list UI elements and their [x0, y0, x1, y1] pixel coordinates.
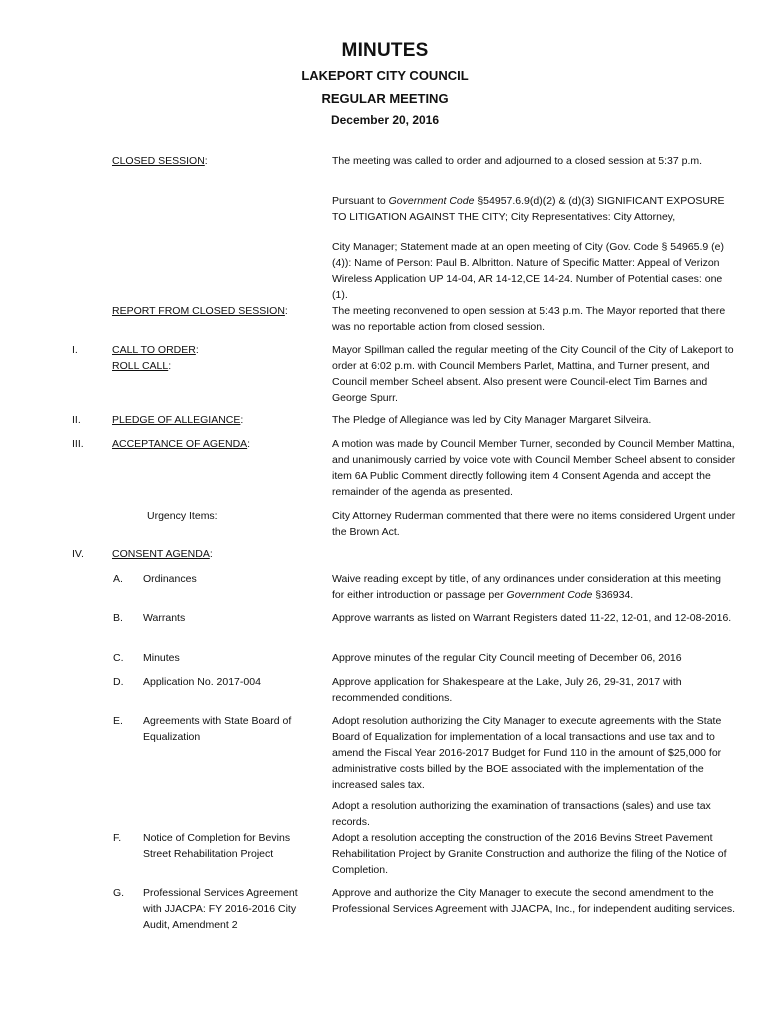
consent-item-title: Notice of Completion for Bevins Street Rehabilitation Project: [143, 832, 291, 860]
section-2-number: II.: [72, 414, 81, 426]
consent-item-text: Adopt a resolution accepting the construction of the 2016 Bevins Street Pavement Rehabilitation Project by Granite Construction and authorize the filing of the Notice of Completion.: [332, 832, 727, 876]
closed-session-text: The meeting was called to order and adjourned to a closed session at 5:37 p.m.: [332, 155, 703, 167]
agenda-text: A motion was made by Council Member Turner, seconded by Council Member Mattina, and unanimously carried by voice vote with Council Member Scheel absent to consider item 6A Public Comment directly following item 4 Consent Agenda and accept the remainder of the agenda as presented.: [332, 438, 736, 498]
consent-item-letter: E.: [113, 715, 123, 727]
pledge-heading: [112, 412, 243, 428]
closed-session-heading: [112, 153, 208, 169]
call-to-order-label: CALL TO ORDER: [112, 344, 196, 356]
call-to-order-colon: :: [195, 344, 199, 356]
page-title: MINUTES: [341, 40, 429, 61]
consent-item-letter: F.: [113, 832, 122, 844]
call-to-order-heading: [112, 342, 199, 374]
section-3-number: III.: [72, 438, 84, 450]
meeting-date: December 20, 2016: [330, 113, 440, 127]
pledge-label: PLEDGE OF ALLEGIANCE: [112, 414, 241, 426]
urgency-items-text: City Attorney Ruderman commented that there were no items considered Urgent under the Brown Act.: [332, 510, 736, 538]
closed-session-details-pre: Pursuant to: [332, 195, 389, 207]
consent-item-text: [332, 571, 736, 603]
agenda-heading: [112, 436, 250, 452]
consent-item-title: Minutes: [143, 652, 180, 664]
consent-item-title: Agreements with State Board of Equalization: [143, 715, 292, 743]
report-text: The meeting reconvened to open session at 5:43 p.m. The Mayor reported that there was no reportable action from closed session.: [332, 305, 726, 333]
agenda-label: ACCEPTANCE OF AGENDA: [112, 438, 248, 450]
consent-item-text: Approve warrants as listed on Warrant Registers dated 11-22, 12-01, and 12-08-2016.: [332, 612, 732, 624]
consent-item-letter: C.: [113, 652, 124, 664]
ordinances-text-pre: Waive reading except by title, of any ordinances under consideration at this meeting for either introduction or passage per: [332, 573, 721, 601]
report-label: REPORT FROM CLOSED SESSION: [112, 305, 285, 317]
report-colon: :: [284, 305, 288, 317]
consent-agenda-label: CONSENT AGENDA: [112, 548, 210, 560]
closed-session-details-2: City Manager; Statement made at an open meeting of City (Gov. Code § 54965.9 (e)(4)): Name of Person: Paul B. Albritton. Nature of Specific Matter: Appeal of Verizon Wireless Application UP 14-04, AR 14-12,CE 14-24. Number of Potential cases: one (1).: [332, 241, 725, 301]
consent-item-text: Approve minutes of the regular City Council meeting of December 06, 2016: [332, 652, 682, 664]
consent-item-title: Warrants: [143, 612, 186, 624]
consent-item-text: Adopt resolution authorizing the City Manager to execute agreements with the State Board of Equalization for implementation of a local transactions and use tax and to amend the Fiscal Year 2016-2017 Budget for Fund 110 in the amount of $25,000 for administrative costs billed by the BOE associated with the implementation of the increased sales tax.: [332, 715, 722, 791]
pledge-colon: :: [240, 414, 244, 426]
ordinances-text-code: Government Code: [506, 589, 593, 601]
closed-session-details: [332, 193, 736, 225]
agenda-colon: :: [247, 438, 251, 450]
consent-agenda-heading: [112, 546, 213, 562]
pledge-text: The Pledge of Allegiance was led by City Manager Margaret Silveira.: [332, 414, 652, 426]
call-to-order-text: Mayor Spillman called the regular meeting of the City Council of the City of Lakeport to order at 6:02 p.m. with Council Members Parlet, Mattina, and Turner present, and Council member Scheel absent. Also present were Council-elect Tim Barnes and George Spurr.: [332, 344, 734, 404]
consent-item-letter: B.: [113, 612, 123, 624]
consent-item-letter: D.: [113, 676, 124, 688]
report-heading: [112, 303, 288, 319]
consent-item-title: Ordinances: [143, 573, 197, 585]
closed-session-label: CLOSED SESSION: [112, 155, 205, 167]
meeting-type: REGULAR MEETING: [321, 91, 449, 106]
consent-agenda-colon: :: [209, 548, 213, 560]
section-1-number: I.: [72, 344, 78, 356]
consent-item-letter: G.: [113, 887, 125, 899]
roll-call-label: ROLL CALL: [112, 360, 169, 372]
closed-session-details-code: Government Code: [388, 195, 475, 207]
closed-session-details-post: §54957.6.9(d)(2) & (d)(3) SIGNIFICANT EXPOSURE TO LITIGATION AGAINST THE CITY; City Representatives: City Attorney,: [332, 195, 725, 223]
roll-call-colon: :: [168, 360, 172, 372]
consent-item-text: Approve and authorize the City Manager to execute the second amendment to the Professional Services Agreement with JJACPA, Inc., for independent auditing services.: [332, 887, 736, 915]
ordinances-text-post: §36934.: [592, 589, 634, 601]
consent-item-text-2: Adopt a resolution authorizing the examination of transactions (sales) and use tax records.: [332, 800, 711, 828]
urgency-items-label: Urgency Items:: [147, 510, 218, 522]
council-name: LAKEPORT CITY COUNCIL: [301, 68, 469, 83]
consent-item-letter: A.: [113, 573, 123, 585]
closed-session-colon: :: [204, 155, 208, 167]
section-4-number: IV.: [72, 548, 84, 560]
consent-item-title: Professional Services Agreement with JJACPA: FY 2016-2016 City Audit, Amendment 2: [143, 887, 298, 931]
consent-item-title: Application No. 2017-004: [143, 676, 261, 688]
consent-item-text: Approve application for Shakespeare at the Lake, July 26, 29-31, 2017 with recommended conditions.: [332, 676, 682, 704]
